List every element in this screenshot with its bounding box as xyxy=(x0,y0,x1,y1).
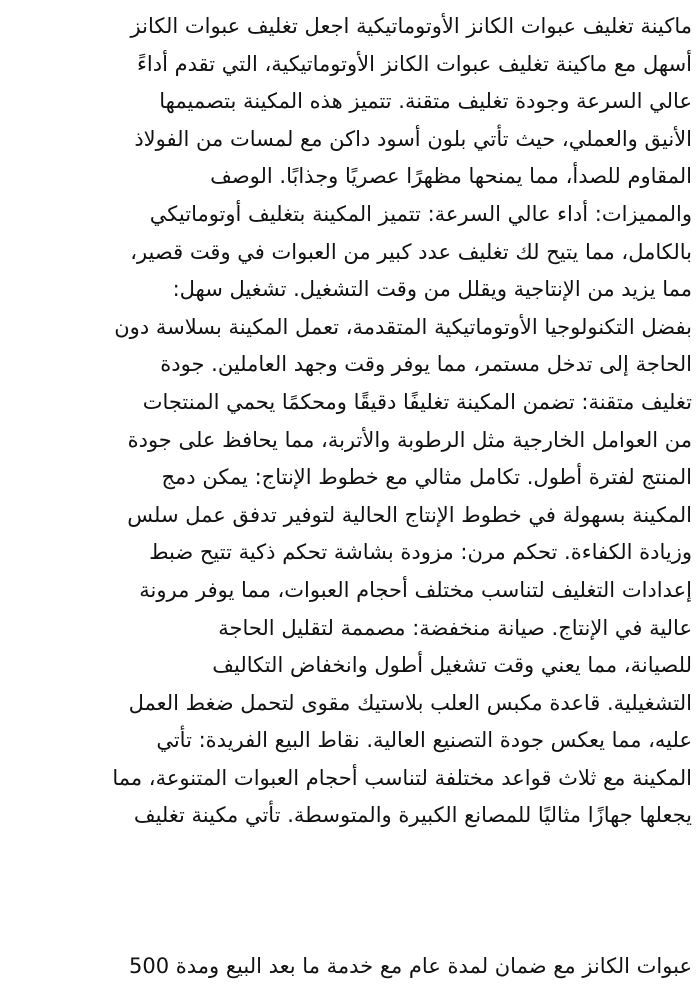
text-line-partial: عبوات الكانز مع ضمان لمدة عام مع خدمة ما بعد البيع ومدة 500 xyxy=(129,954,692,978)
text-line: الحاجة إلى تدخل مستمر، مما يوفر وقت وجهد العاملين. جودة xyxy=(160,352,692,377)
text-line: تغليف متقنة: تضمن المكينة تغليفًا دقيقًا ومحكمًا يحمي المنتجات xyxy=(142,389,692,414)
text-line: إعدادات التغليف لتناسب مختلف أحجام العبوات، مما يوفر مرونة xyxy=(139,577,692,602)
text-line: عالي السرعة وجودة تغليف متقنة. تتميز هذه المكينة بتصميمها xyxy=(159,89,692,114)
text-line: بالكامل، مما يتيح لك تغليف عدد كبير من العبوات في وقت قصير، xyxy=(130,239,692,264)
text-line: يجعلها جهازًا مثاليًا للمصانع الكبيرة والمتوسطة. تأتي مكينة تغليف xyxy=(133,803,692,828)
text-line: عليه، مما يعكس جودة التصنيع العالية. نقاط البيع الفريدة: تأتي xyxy=(156,728,692,753)
text-line: المنتج لفترة أطول. تكامل مثالي مع خطوط الإنتاج: يمكن دمج xyxy=(161,465,692,490)
text-line: للصيانة، مما يعني وقت تشغيل أطول وانخفاض التكاليف xyxy=(212,653,692,678)
text-line: وزيادة الكفاءة. تحكم مرن: مزودة بشاشة تحكم ذكية تتيح ضبط xyxy=(149,540,692,565)
text-line: ماكينة تغليف عبوات الكانز الأوتوماتيكية اجعل تغليف عبوات الكانز xyxy=(130,14,692,38)
text-line: والمميزات: أداء عالي السرعة: تتميز المكينة بتغليف أوتوماتيكي xyxy=(149,201,692,226)
text-line: الأنيق والعملي، حيث تأتي بلون أسود داكن مع لمسات من الفولاذ xyxy=(134,126,692,151)
partial-line-clipped xyxy=(6,948,692,978)
text-line: المكينة مع ثلاث قواعد مختلفة لتناسب أحجام العبوات المتنوعة، مما xyxy=(112,765,692,790)
text-line: عالية في الإنتاج. صيانة منخفضة: مصممة لتقليل الحاجة xyxy=(218,615,692,640)
article-body xyxy=(6,8,692,835)
text-line: أسهل مع ماكينة تغليف عبوات الكانز الأوتوماتيكية، التي تقدم أداءً xyxy=(137,51,692,76)
text-line: المقاوم للصدأ، مما يمنحها مظهرًا عصريًا وجذابًا. الوصف xyxy=(210,164,692,189)
text-line: التشغيلية. قاعدة مكبس العلب بلاستيك مقوى لتحمل ضغط العمل xyxy=(128,690,692,715)
text-line: مما يزيد من الإنتاجية ويقلل من وقت التشغيل. تشغيل سهل: xyxy=(172,277,692,302)
text-line: بفضل التكنولوجيا الأوتوماتيكية المتقدمة، تعمل المكينة بسلاسة دون xyxy=(114,314,692,339)
text-line: المكينة بسهولة في خطوط الإنتاج الحالية لتوفير تدفق عمل سلس xyxy=(127,502,692,527)
text-line: من العوامل الخارجية مثل الرطوبة والأتربة، مما يحافظ على جودة xyxy=(127,427,692,452)
